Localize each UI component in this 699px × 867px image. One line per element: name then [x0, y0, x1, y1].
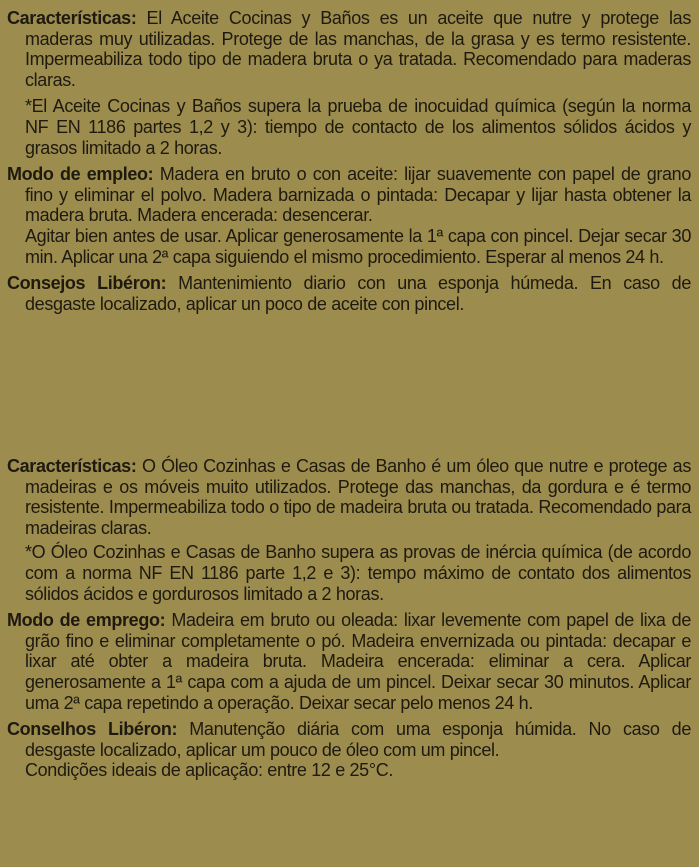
pt-conselhos-label: Conselhos Libéron:	[7, 719, 178, 740]
pt-caracteristicas	[7, 456, 691, 538]
pt-conselhos-text2: Condições ideais de aplicação: entre 12 e 25°C.	[25, 760, 393, 781]
spanish-section	[7, 8, 691, 314]
es-modo-text: Madera en bruto o con aceite: lijar suavemente con papel de grano fino y eliminar el polvo. Madera barnizada o pintada: Decapar y lijar hasta obtener la madera bruta. Madera encerada: desencerar.	[25, 164, 691, 226]
pt-conselhos-text: Manutenção diária com uma esponja húmida. No caso de desgaste localizado, aplicar um pouco de óleo com um pincel.	[25, 719, 691, 760]
pt-modo-label: Modo de emprego:	[7, 610, 166, 631]
pt-modo	[7, 610, 691, 713]
pt-caracteristicas-label: Características:	[7, 456, 137, 476]
es-modo-text2: Agitar bien antes de usar. Aplicar generosamente la 1ª capa con pincel. Dejar secar 30 min. Aplicar una 2ª capa siguiendo el mismo procedimiento. Esperar al menos 24 h.	[25, 225, 691, 267]
pt-caracteristicas-text: O Óleo Cozinhas e Casas de Banho é um óleo que nutre e protege as madeiras e os móveis muito utilizados. Protege das manchas, da gordura e é termo resistente. Impermeabiliza todo o tipo de madeira bruta ou tratada. Recomendado para madeiras claras.	[25, 456, 691, 538]
es-caracteristicas-text: El Aceite Cocinas y Baños es un aceite que nutre y protege las maderas muy utilizadas. Protege de las manchas, de la grasa y es termo resistente. Impermeabiliza todo tipo de madera bruta o ya tratada. Recomendado para maderas claras.	[25, 8, 691, 90]
es-consejos	[7, 273, 691, 314]
es-caracteristicas	[7, 8, 691, 90]
pt-conselhos	[7, 719, 691, 760]
es-modo	[7, 164, 691, 226]
es-modo-label: Modo de empleo:	[7, 164, 154, 185]
es-consejos-text: Mantenimiento diario con una esponja húmeda. En caso de desgaste localizado, aplicar un poco de aceite con pincel.	[25, 273, 692, 314]
es-consejos-label: Consejos Libéron:	[7, 273, 167, 294]
pt-nota: *O Óleo Cozinhas e Casas de Banho supera as provas de inércia química (de acordo com a norma NF EN 1186 parte 1,2 e 3): tempo máximo de contato dos alimentos sólidos ácidos e gordurosos limitado a 2 horas.	[25, 542, 691, 604]
portuguese-section	[7, 456, 691, 781]
es-caracteristicas-label: Características:	[7, 8, 137, 28]
pt-modo-text: Madeira em bruto ou oleada: lixar levemente com papel de lixa de grão fino e eliminar completamente o pó. Madeira envernizada ou pintada: decapar e lixar até obter a madeira bruta. Madeira encerada: eliminar a cera. Aplicar generosamente a 1ª capa com a ajuda de um pincel. Deixar secar 30 minutos. Aplicar uma 2ª capa repetindo a operação. Deixar secar pelo menos 24 h.	[25, 610, 691, 713]
es-nota: *El Aceite Cocinas y Baños supera la prueba de inocuidad química (según la norma NF EN 1186 partes 1,2 y 3): tiempo de contacto de los alimentos sólidos ácidos y grasos limitado a 2 horas.	[25, 96, 691, 158]
